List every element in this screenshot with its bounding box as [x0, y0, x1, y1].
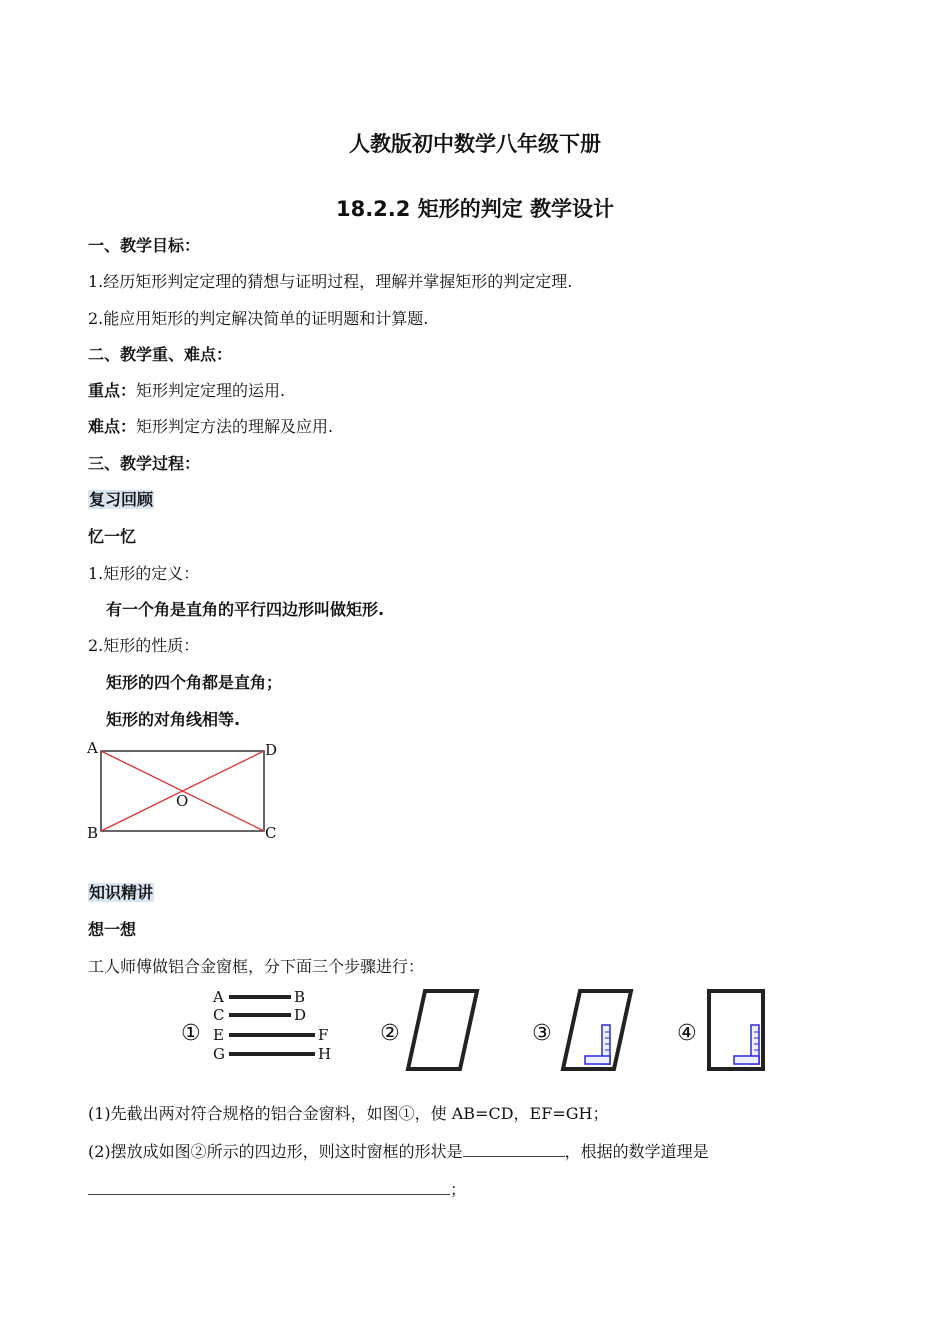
rectangle-diagram	[84, 736, 284, 846]
difficult-label: 难点：	[88, 417, 137, 436]
think-heading: 想一想	[88, 920, 137, 939]
worker-intro: 工人师傅做铝合金窗框，分下面三个步骤进行：	[88, 957, 425, 976]
property-2: 矩形的对角线相等.	[106, 710, 241, 729]
window-frame-figure	[175, 982, 775, 1078]
difficult-point	[88, 414, 333, 437]
answer-blank-shape[interactable]	[463, 1140, 565, 1157]
definition-text: 有一个角是直角的平行四边形叫做矩形.	[106, 600, 385, 619]
review-tag-text: 复习回顾	[89, 490, 154, 509]
step-2-text-a: (2)摆放成如图②所示的四边形，则这时窗框的形状是	[88, 1142, 463, 1161]
bar-label-f: F	[318, 1026, 329, 1044]
key-point	[88, 378, 285, 401]
section-goals-heading: 一、教学目标：	[88, 236, 201, 255]
answer-blank-reason[interactable]	[88, 1178, 450, 1195]
step-2-text-b: ，根据的数学道理是	[564, 1142, 709, 1161]
section-process-heading: 三、教学过程：	[88, 454, 201, 473]
set-square-icon-4	[734, 1025, 759, 1064]
bar-label-e: E	[213, 1026, 224, 1044]
property-1: 矩形的四个角都是直角；	[106, 673, 283, 692]
figure-4-number: ④	[677, 1021, 697, 1046]
vertex-d-label: D	[265, 741, 278, 759]
definition-label: 1.矩形的定义：	[88, 564, 200, 583]
goal-2: 2.能应用矩形的判定解决简单的证明题和计算题.	[88, 309, 429, 328]
goal-1: 1.经历矩形判定定理的猜想与证明过程，理解并掌握矩形的判定定理.	[88, 272, 573, 291]
set-square-icon-3	[585, 1025, 610, 1064]
bar-label-g: G	[213, 1045, 225, 1063]
vertex-c-label: C	[265, 824, 277, 842]
figure-1-number: ①	[181, 1021, 201, 1046]
bar-label-a: A	[213, 988, 224, 1006]
key-label: 重点：	[88, 381, 137, 400]
figure-2-number: ②	[380, 1021, 400, 1046]
review-tag	[88, 487, 154, 510]
lesson-title: 18.2.2 矩形的判定 教学设计	[335, 197, 615, 221]
bar-label-b: B	[294, 988, 306, 1006]
bar-label-d: D	[294, 1006, 307, 1024]
section-keypoints-heading: 二、教学重、难点：	[88, 345, 233, 364]
property-label: 2.矩形的性质：	[88, 636, 200, 655]
knowledge-tag	[88, 880, 154, 903]
difficult-text: 矩形判定方法的理解及应用.	[136, 417, 334, 436]
vertex-a-label: A	[87, 739, 98, 757]
vertex-b-label: B	[87, 824, 99, 842]
center-o-label: O	[176, 792, 189, 810]
knowledge-tag-text: 知识精讲	[89, 883, 154, 902]
parallelogram-frame	[408, 991, 477, 1069]
bar-label-c: C	[213, 1006, 225, 1024]
step-2	[88, 1139, 709, 1162]
document-title: 人教版初中数学八年级下册	[349, 132, 601, 156]
step-2-end: ；	[450, 1180, 467, 1199]
recall-heading: 忆一忆	[88, 527, 137, 546]
step-1: (1)先截出两对符合规格的铝合金窗料，如图①，使 AB=CD，EF=GH；	[88, 1104, 609, 1123]
key-text: 矩形判定定理的运用.	[136, 381, 286, 400]
figure-3-number: ③	[532, 1021, 552, 1046]
bar-label-h: H	[318, 1045, 332, 1063]
step-2-continuation	[88, 1177, 466, 1200]
